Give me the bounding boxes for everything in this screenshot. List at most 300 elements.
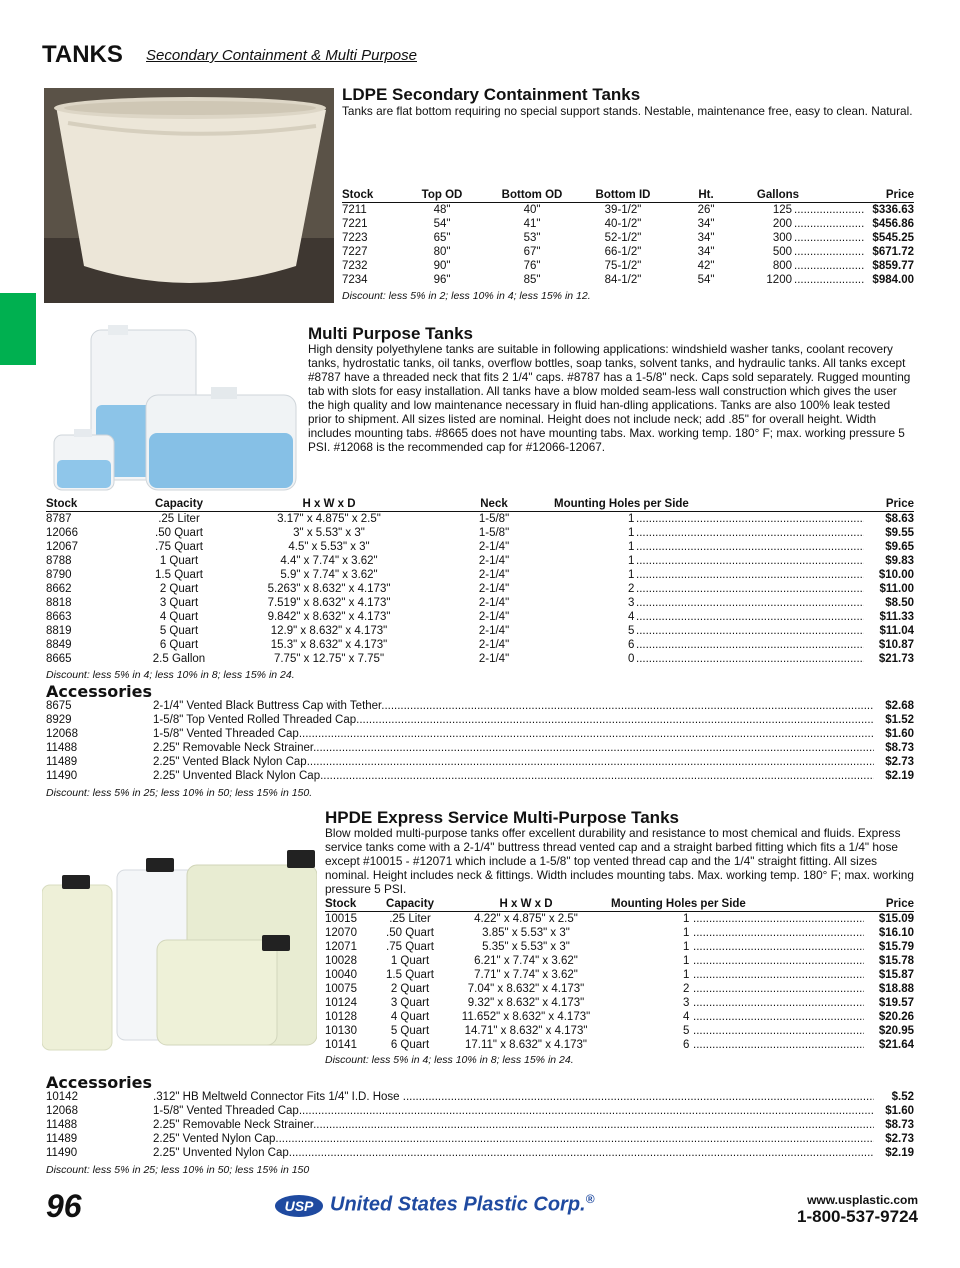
col-gallons: Gallons (756, 189, 800, 201)
table-row (46, 554, 914, 568)
capacity-cell: 6 Quart (390, 1039, 430, 1051)
leader-dots (320, 770, 874, 782)
description-text: 1-5/8" Top Vented Rolled Threaded Cap (153, 714, 357, 726)
bottom-od-cell: 85" (523, 274, 541, 286)
stock-cell: 10130 (325, 1025, 357, 1037)
stock-cell: 7232 (342, 260, 368, 272)
capacity-cell: 3 Quart (390, 997, 430, 1009)
table-row (46, 741, 914, 755)
mounting-holes-cell: 5 (683, 1025, 690, 1037)
dimensions-cell: 5.263" x 8.632" x 4.173" (267, 583, 391, 595)
price-cell: $19.57 (878, 997, 914, 1009)
table-row (342, 273, 914, 287)
dimensions-cell: 4.5" x 5.53" x 3" (288, 541, 370, 553)
mounting-holes-cell: 1 (628, 513, 635, 525)
leader-dots (636, 582, 864, 596)
stock-cell: 7221 (342, 218, 368, 230)
page-title: TANKS (42, 41, 123, 68)
mounting-holes-cell: 3 (628, 597, 635, 609)
mounting-holes-cell: 1 (628, 555, 635, 567)
col-stock: Stock (46, 498, 78, 510)
capacity-cell: 1 Quart (159, 555, 199, 567)
stock-cell: 12067 (46, 541, 78, 553)
multi-purpose-tanks-image (36, 325, 301, 500)
leader-dots (275, 1133, 874, 1145)
description-cell (153, 741, 874, 755)
price-cell: $18.88 (878, 983, 914, 995)
description-cell (153, 713, 874, 727)
leader-dots (794, 203, 864, 217)
stock-cell: 12066 (46, 527, 78, 539)
price-cell: $8.63 (885, 513, 914, 525)
leader-dots (299, 1105, 874, 1117)
stock-cell: 11488 (46, 1119, 78, 1131)
table-row (325, 968, 914, 982)
capacity-cell: 4 Quart (390, 1011, 430, 1023)
description-cell (153, 1132, 874, 1146)
capacity-cell: 3 Quart (159, 597, 199, 609)
price-cell: $984.00 (872, 274, 914, 286)
hpde-accessories-discount: Discount: less 5% in 25; less 10% in 50; less 15% in 150 (46, 1164, 310, 1176)
description-text: 2.25" Vented Nylon Cap (153, 1133, 276, 1145)
neck-cell: 2-1/4" (478, 639, 510, 651)
description-cell (153, 1146, 874, 1160)
neck-cell: 2-1/4" (478, 541, 510, 553)
gallons-cell: 200 (772, 218, 792, 230)
description-cell (153, 1104, 874, 1118)
table-header (325, 897, 914, 912)
table-row (46, 610, 914, 624)
leader-dots (794, 245, 864, 259)
col-neck: Neck (480, 498, 508, 510)
price-cell: $21.73 (878, 653, 914, 665)
description-cell (153, 755, 874, 769)
multi-accessories-title: Accessories (46, 682, 152, 701)
col-bottom-id: Bottom ID (595, 189, 651, 201)
usp-logo-text: USP (284, 1198, 314, 1214)
leader-dots (794, 217, 864, 231)
table-row (46, 769, 914, 783)
capacity-cell: 6 Quart (159, 639, 199, 651)
neck-cell: 2-1/4" (478, 555, 510, 567)
top-od-cell: 96" (433, 274, 451, 286)
hpde-accessories-title: Accessories (46, 1073, 152, 1092)
table-row (342, 245, 914, 259)
leader-dots (299, 728, 874, 740)
stock-cell: 10124 (325, 997, 357, 1009)
col-top-od: Top OD (421, 189, 463, 201)
gallons-cell: 125 (772, 204, 792, 216)
leader-dots (636, 512, 864, 526)
mounting-holes-cell: 4 (628, 611, 635, 623)
stock-cell: 12070 (325, 927, 357, 939)
leader-dots (403, 1091, 874, 1103)
description-cell (153, 699, 874, 713)
neck-cell: 2-1/4" (478, 569, 510, 581)
stock-cell: 11489 (46, 756, 78, 768)
description-text: .312" HB Meltweld Connector Fits 1/4" I.D. Hose (153, 1091, 403, 1103)
leader-dots (693, 912, 864, 926)
price-cell: $15.09 (878, 913, 914, 925)
leader-dots (794, 273, 864, 287)
hpde-tanks-image (42, 840, 317, 1055)
leader-dots (636, 554, 864, 568)
hpde-title: HPDE Express Service Multi-Purpose Tanks (325, 808, 679, 827)
hpde-table (325, 897, 914, 1052)
table-row (325, 1010, 914, 1024)
table-row (46, 624, 914, 638)
dimensions-cell: 4.4" x 7.74" x 3.62" (280, 555, 378, 567)
capacity-cell: 2.5 Gallon (152, 653, 206, 665)
capacity-cell: 5 Quart (159, 625, 199, 637)
stock-cell: 8675 (46, 700, 72, 712)
dimensions-cell: 3" x 5.53" x 3" (293, 527, 365, 539)
leader-dots (313, 742, 874, 754)
leader-dots (636, 624, 864, 638)
description-text: 1-5/8" Vented Threaded Cap (153, 1105, 299, 1117)
table-row (325, 1038, 914, 1052)
price-cell: $10.00 (878, 569, 914, 581)
leader-dots (636, 652, 864, 666)
height-cell: 34" (697, 246, 715, 258)
price-cell: $545.25 (872, 232, 914, 244)
stock-cell: 7227 (342, 246, 368, 258)
mounting-holes-cell: 1 (683, 913, 690, 925)
stock-cell: 12068 (46, 728, 78, 740)
dimensions-cell: 12.9" x 8.632" x 4.173" (270, 625, 388, 637)
col-price: Price (885, 898, 914, 910)
mounting-holes-cell: 1 (683, 955, 690, 967)
capacity-cell: .50 Quart (155, 527, 203, 539)
price-cell: $2.68 (885, 700, 914, 712)
bottom-id-cell: 75-1/2" (604, 260, 642, 272)
leader-dots (307, 756, 874, 768)
price-cell: $1.60 (885, 728, 914, 740)
description-text: 2.25" Unvented Black Nylon Cap (153, 770, 321, 782)
price-cell: $2.19 (885, 770, 914, 782)
capacity-cell: 2 Quart (159, 583, 199, 595)
top-od-cell: 54" (433, 218, 451, 230)
hpde-discount: Discount: less 5% in 4; less 10% in 8; less 15% in 24. (325, 1054, 574, 1066)
stock-cell: 8787 (46, 513, 72, 525)
stock-cell: 8818 (46, 597, 72, 609)
price-cell: $2.73 (885, 756, 914, 768)
table-row (342, 259, 914, 273)
dimensions-cell: 7.71" x 7.74" x 3.62" (474, 969, 578, 981)
leader-dots (636, 526, 864, 540)
leader-dots (636, 610, 864, 624)
price-cell: $21.64 (878, 1039, 914, 1051)
mounting-holes-cell: 3 (683, 997, 690, 1009)
price-cell: $11.00 (879, 583, 914, 595)
leader-dots (356, 714, 874, 726)
col-capacity: Capacity (155, 498, 203, 510)
mounting-holes-cell: 1 (628, 569, 635, 581)
table-row (325, 996, 914, 1010)
stock-cell: 10028 (325, 955, 357, 967)
price-cell: $1.60 (885, 1105, 914, 1117)
table-row (342, 217, 914, 231)
section-tab (0, 293, 36, 365)
table-row (46, 1118, 914, 1132)
price-cell: $9.55 (885, 527, 914, 539)
bottom-od-cell: 41" (523, 218, 541, 230)
col-bottom-od: Bottom OD (501, 189, 563, 201)
mounting-holes-cell: 6 (628, 639, 635, 651)
col-mounting-holes: Mounting Holes per Side (611, 898, 746, 910)
price-cell: $15.87 (878, 969, 914, 981)
price-cell: $859.77 (872, 260, 914, 272)
stock-cell: 8662 (46, 583, 72, 595)
table-row (325, 982, 914, 996)
description-text: 2.25" Removable Neck Strainer (153, 742, 314, 754)
height-cell: 26" (697, 204, 715, 216)
table-header (342, 188, 914, 203)
brand-text: United States Plastic Corp. (330, 1193, 586, 1216)
ldpe-tank-image (44, 88, 334, 303)
price-cell: $20.95 (878, 1025, 914, 1037)
dimensions-cell: 17.11" x 8.632" x 4.173" (464, 1039, 588, 1051)
mounting-holes-cell: 1 (628, 541, 635, 553)
bottom-od-cell: 67" (523, 246, 541, 258)
price-cell: $15.78 (878, 955, 914, 967)
bottom-id-cell: 40-1/2" (604, 218, 642, 230)
capacity-cell: .75 Quart (155, 541, 203, 553)
phone-number: 1-800-537-9724 (797, 1207, 918, 1226)
price-cell: $2.73 (885, 1133, 914, 1145)
leader-dots (693, 1038, 864, 1052)
stock-cell: 10075 (325, 983, 357, 995)
neck-cell: 1-5/8" (478, 527, 510, 539)
top-od-cell: 48" (433, 204, 451, 216)
dimensions-cell: 15.3" x 8.632" x 4.173" (270, 639, 388, 651)
dimensions-cell: 6.21" x 7.74" x 3.62" (474, 955, 578, 967)
description-cell (153, 1118, 874, 1132)
bottom-id-cell: 39-1/2" (604, 204, 642, 216)
capacity-cell: 1.5 Quart (155, 569, 203, 581)
capacity-cell: 1 Quart (390, 955, 430, 967)
stock-cell: 10128 (325, 1011, 357, 1023)
stock-cell: 7234 (342, 274, 368, 286)
mounting-holes-cell: 1 (628, 527, 635, 539)
dimensions-cell: 5.35" x 5.53" x 3" (482, 941, 570, 953)
leader-dots (794, 231, 864, 245)
description-text: 2.25" Removable Neck Strainer (153, 1119, 314, 1131)
ldpe-table (342, 188, 914, 287)
website-link[interactable]: www.usplastic.com (807, 1193, 918, 1207)
price-cell: $9.65 (885, 541, 914, 553)
dimensions-cell: 9.32" x 8.632" x 4.173" (467, 997, 585, 1009)
table-row (325, 954, 914, 968)
description-cell (153, 727, 874, 741)
capacity-cell: .25 Liter (389, 913, 431, 925)
table-row (46, 596, 914, 610)
multi-table (46, 497, 914, 666)
price-cell: $16.10 (878, 927, 914, 939)
stock-cell: 8788 (46, 555, 72, 567)
table-row (46, 540, 914, 554)
multi-discount: Discount: less 5% in 4; less 10% in 8; less 15% in 24. (46, 669, 295, 681)
neck-cell: 2-1/4" (478, 583, 510, 595)
price-cell: $10.87 (878, 639, 914, 651)
description-text: 1-5/8" Vented Threaded Cap (153, 728, 299, 740)
stock-cell: 10040 (325, 969, 357, 981)
brand-name (330, 1192, 594, 1217)
table-row (46, 568, 914, 582)
mounting-holes-cell: 2 (683, 983, 690, 995)
leader-dots (693, 926, 864, 940)
ldpe-discount: Discount: less 5% in 2; less 10% in 4; less 15% in 12. (342, 290, 591, 302)
top-od-cell: 80" (433, 246, 451, 258)
price-cell: $8.73 (885, 1119, 914, 1131)
table-row (46, 1090, 914, 1104)
stock-cell: 7223 (342, 232, 368, 244)
stock-cell: 10141 (325, 1039, 357, 1051)
table-row (46, 1132, 914, 1146)
table-row (46, 713, 914, 727)
mounting-holes-cell: 1 (683, 927, 690, 939)
table-row (325, 912, 914, 926)
top-od-cell: 90" (433, 260, 451, 272)
table-header (46, 497, 914, 512)
price-cell: $.52 (891, 1091, 914, 1103)
leader-dots (693, 996, 864, 1010)
stock-cell: 10015 (325, 913, 357, 925)
page-subtitle: Secondary Containment & Multi Purpose (146, 47, 417, 64)
capacity-cell: .50 Quart (386, 927, 434, 939)
col-height: Ht. (698, 189, 714, 201)
leader-dots (636, 568, 864, 582)
description-text: 2-1/4" Vented Black Buttress Cap with Tether (153, 700, 382, 712)
stock-cell: 10142 (46, 1091, 78, 1103)
stock-cell: 8819 (46, 625, 72, 637)
col-stock: Stock (325, 898, 357, 910)
bottom-od-cell: 53" (523, 232, 541, 244)
price-cell: $8.50 (885, 597, 914, 609)
leader-dots (693, 1010, 864, 1024)
dimensions-cell: 9.842" x 8.632" x 4.173" (267, 611, 391, 623)
gallons-cell: 1200 (766, 274, 792, 286)
mounting-holes-cell: 6 (683, 1039, 690, 1051)
ldpe-title: LDPE Secondary Containment Tanks (342, 85, 641, 104)
table-row (46, 1104, 914, 1118)
dimensions-cell: 14.71" x 8.632" x 4.173" (464, 1025, 588, 1037)
gallons-cell: 300 (772, 232, 792, 244)
col-price: Price (885, 498, 914, 510)
stock-cell: 11488 (46, 742, 78, 754)
description-cell (153, 769, 874, 783)
col-price: Price (885, 189, 914, 201)
leader-dots (636, 596, 864, 610)
multi-description: High density polyethylene tanks are suitable in following applications: windshield washer tanks, coolant recovery tanks, hydrostatic tanks, oil tanks, overflow bottles, soap tanks, solvent tanks, and hydraulic tanks. All tanks except #8787 have a threaded neck that fits 2 1/4" caps. #8787 has a 1-5/8" neck. Caps sold separately. Rugged mounting tab with slots for easy installation. All tanks have a blow molded seam-less wall construction which gives the user the high quality and low maintenance necessary in fluid han-dling applications. Tanks are also 100% leak tested prior to shipment. All sizes listed are nominal. Height does not include neck; add .85" for overall height. Width includes mounting tabs. #8665 does not have mounting tabs. Max. working temp. 180° F; max. working pressure 5 PSI. #12068 is the recommended cap for #12066-12067. (308, 342, 911, 454)
height-cell: 34" (697, 232, 715, 244)
price-cell: $336.63 (872, 204, 914, 216)
height-cell: 34" (697, 218, 715, 230)
dimensions-cell: 5.9" x 7.74" x 3.62" (280, 569, 378, 581)
col-capacity: Capacity (386, 898, 434, 910)
neck-cell: 2-1/4" (478, 611, 510, 623)
table-row (46, 652, 914, 666)
neck-cell: 2-1/4" (478, 653, 510, 665)
leader-dots (636, 540, 864, 554)
price-cell: $456.86 (872, 218, 914, 230)
table-row (342, 203, 914, 217)
dimensions-cell: 7.75" x 12.75" x 7.75" (273, 653, 385, 665)
stock-cell: 12068 (46, 1105, 78, 1117)
stock-cell: 11490 (46, 770, 78, 782)
table-row (46, 638, 914, 652)
leader-dots (693, 1024, 864, 1038)
height-cell: 42" (697, 260, 715, 272)
table-row (46, 755, 914, 769)
table-row (46, 526, 914, 540)
leader-dots (313, 1119, 874, 1131)
multi-accessories-table (46, 699, 914, 783)
table-row (325, 940, 914, 954)
table-row (46, 727, 914, 741)
stock-cell: 11489 (46, 1133, 78, 1145)
stock-cell: 8849 (46, 639, 72, 651)
capacity-cell: 4 Quart (159, 611, 199, 623)
dimensions-cell: 3.85" x 5.53" x 3" (482, 927, 570, 939)
stock-cell: 11490 (46, 1147, 78, 1159)
leader-dots (693, 954, 864, 968)
leader-dots (693, 982, 864, 996)
stock-cell: 8663 (46, 611, 72, 623)
capacity-cell: .75 Quart (386, 941, 434, 953)
price-cell: $11.04 (879, 625, 914, 637)
height-cell: 54" (697, 274, 715, 286)
capacity-cell: 2 Quart (390, 983, 430, 995)
bottom-od-cell: 40" (523, 204, 541, 216)
neck-cell: 1-5/8" (478, 513, 510, 525)
ldpe-description: Tanks are flat bottom requiring no special support stands. Nestable, maintenance free, easy to clean. Natural. (342, 104, 913, 118)
capacity-cell: 5 Quart (390, 1025, 430, 1037)
price-cell: $15.79 (878, 941, 914, 953)
bottom-id-cell: 52-1/2" (604, 232, 642, 244)
col-stock: Stock (342, 189, 374, 201)
col-dimensions: H x W x D (499, 898, 553, 910)
dimensions-cell: 7.04" x 8.632" x 4.173" (467, 983, 585, 995)
dimensions-cell: 11.652" x 8.632" x 4.173" (461, 1011, 591, 1023)
bottom-id-cell: 66-1/2" (604, 246, 642, 258)
leader-dots (636, 638, 864, 652)
stock-cell: 12071 (325, 941, 357, 953)
table-row (342, 231, 914, 245)
description-text: 2.25" Unvented Nylon Cap (153, 1147, 289, 1159)
bottom-od-cell: 76" (523, 260, 541, 272)
registered-mark: ® (585, 1192, 595, 1206)
capacity-cell: 1.5 Quart (386, 969, 434, 981)
dimensions-cell: 3.17" x 4.875" x 2.5" (277, 513, 381, 525)
table-row (46, 1146, 914, 1160)
multi-title: Multi Purpose Tanks (308, 324, 473, 343)
price-cell: $20.26 (878, 1011, 914, 1023)
description-text: 2.25" Vented Black Nylon Cap (153, 756, 307, 768)
usp-logo-icon (274, 1194, 324, 1218)
price-cell: $2.19 (885, 1147, 914, 1159)
leader-dots (289, 1147, 874, 1159)
table-row (325, 926, 914, 940)
mounting-holes-cell: 4 (683, 1011, 690, 1023)
leader-dots (693, 940, 864, 954)
hpde-accessories-table (46, 1090, 914, 1160)
table-row (46, 582, 914, 596)
page-number: 96 (46, 1188, 82, 1224)
price-cell: $8.73 (885, 742, 914, 754)
neck-cell: 2-1/4" (478, 597, 510, 609)
dimensions-cell: 4.22" x 4.875" x 2.5" (474, 913, 578, 925)
